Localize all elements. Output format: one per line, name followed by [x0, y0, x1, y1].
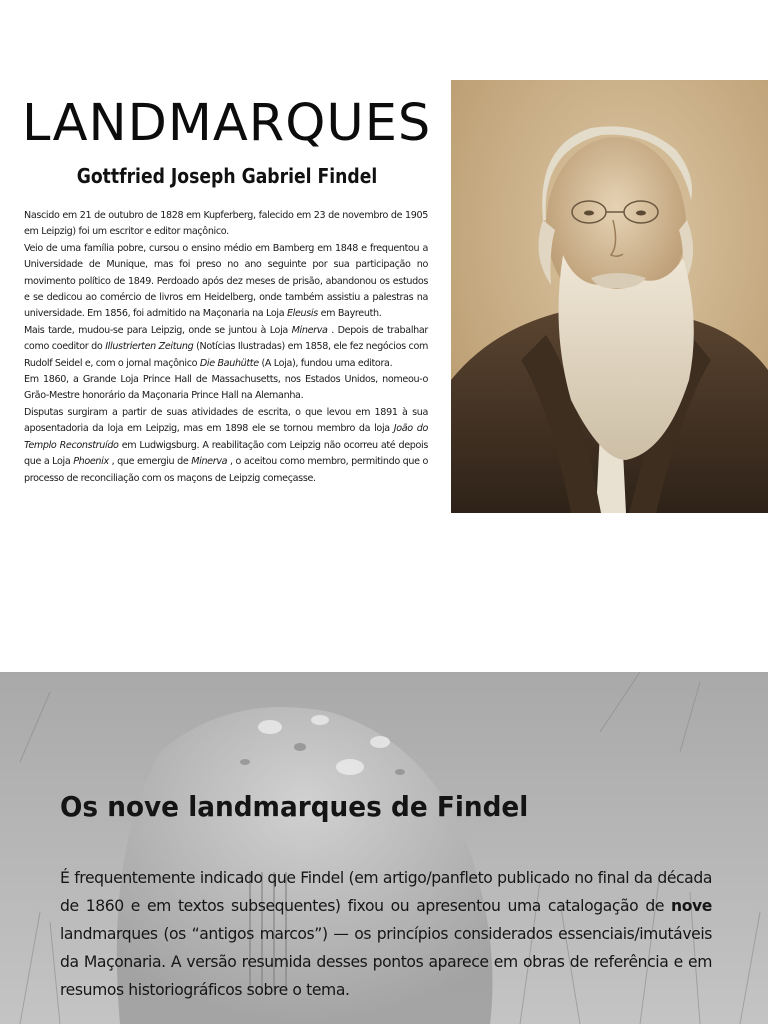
- lodge-name: João do Templo Reconstruído: [24, 423, 428, 451]
- lodge-name: Phoenix: [73, 456, 109, 468]
- bio-text: Veio de uma família pobre, cursou o ensino médio em Bamberg em 1848 e frequentou a Universidade de Munique, mas foi preso no ano seguinte por sua participação no movimento político de 1849. Perdoado após dez meses de prisão, abandonou os estudos e se dedicou ao comércio de livros em Heidelberg, onde também assistiu a palestras na universidade. Em 1856, foi admitido na Maçonaria na Loja: [24, 242, 428, 320]
- portrait-illustration: [451, 80, 768, 513]
- section-text: É frequentemente indicado que Findel (em artigo/panfleto publicado no final da década de 1860 e em textos subsequentes) fixou ou apresentou uma catalogação de: [60, 869, 712, 915]
- lodge-name: Minerva: [191, 456, 228, 468]
- bio-paragraph-2: [24, 241, 428, 323]
- bio-paragraph-5: [24, 405, 428, 487]
- bio-paragraph-1: Nascido em 21 de outubro de 1828 em Kupferberg, falecido em 23 de novembro de 1905 em Leipzig) foi um escritor e editor maçônico.: [24, 210, 428, 238]
- bio-text: em Bayreuth.: [317, 308, 382, 320]
- bio-text: , o aceitou como membro, permitindo que o processo de reconciliação com os maçons de Leipzig começasse.: [24, 456, 429, 484]
- biography-text: [24, 208, 428, 487]
- bio-text: Mais tarde, mudou-se para Leipzig, onde se juntou à Loja: [24, 324, 292, 336]
- bio-paragraph-4: Em 1860, a Grande Loja Prince Hall de Massachusetts, nos Estados Unidos, nomeou-o Grão-Mestre honorário da Maçonaria Prince Hall na Alemanha.: [24, 374, 428, 402]
- bio-text: em Ludwigsburg. A reabilitação com Leipzig não ocorreu até depois que a Loja: [24, 439, 428, 468]
- publication-name: Illustrierten Zeitung: [105, 341, 194, 353]
- section-heading: Os nove landmarques de Findel: [60, 790, 529, 823]
- person-name: Gottfried Joseph Gabriel Findel: [76, 164, 378, 188]
- lodge-name: Eleusis: [286, 308, 318, 320]
- bio-text: , que emergiu de: [108, 456, 192, 468]
- section-text: landmarques (os “antigos marcos”) — os princípios considerados essenciais/imutáveis da Maçonaria. A versão resumida desses pontos aparece em obras de referência e em resumos historiográficos sobre o tema.: [60, 925, 712, 999]
- publication-name: Die Bauhütte: [199, 357, 259, 369]
- section-emphasis: nove: [671, 897, 712, 915]
- bio-text: Disputas surgiram a partir de suas atividades de escrita, o que levou em 1891 à sua aposentadoria da loja em Leipzig, mas em 1898 ele se tornou membro da loja: [24, 406, 428, 435]
- bio-text: (A Loja), fundou uma editora.: [258, 357, 393, 369]
- bottom-section: [0, 672, 768, 1024]
- section-body: [60, 864, 712, 1004]
- portrait-photo: [451, 80, 768, 513]
- page-title: LANDMARQUES: [22, 94, 432, 153]
- lodge-name: Minerva: [291, 324, 328, 336]
- bio-text: . Depois de trabalhar como coeditor do: [24, 324, 428, 353]
- bio-paragraph-3: [24, 323, 428, 372]
- bio-text: (Notícias Ilustradas) em 1858, ele fez negócios com Rudolf Seidel e, com o jornal maçônico: [24, 341, 428, 369]
